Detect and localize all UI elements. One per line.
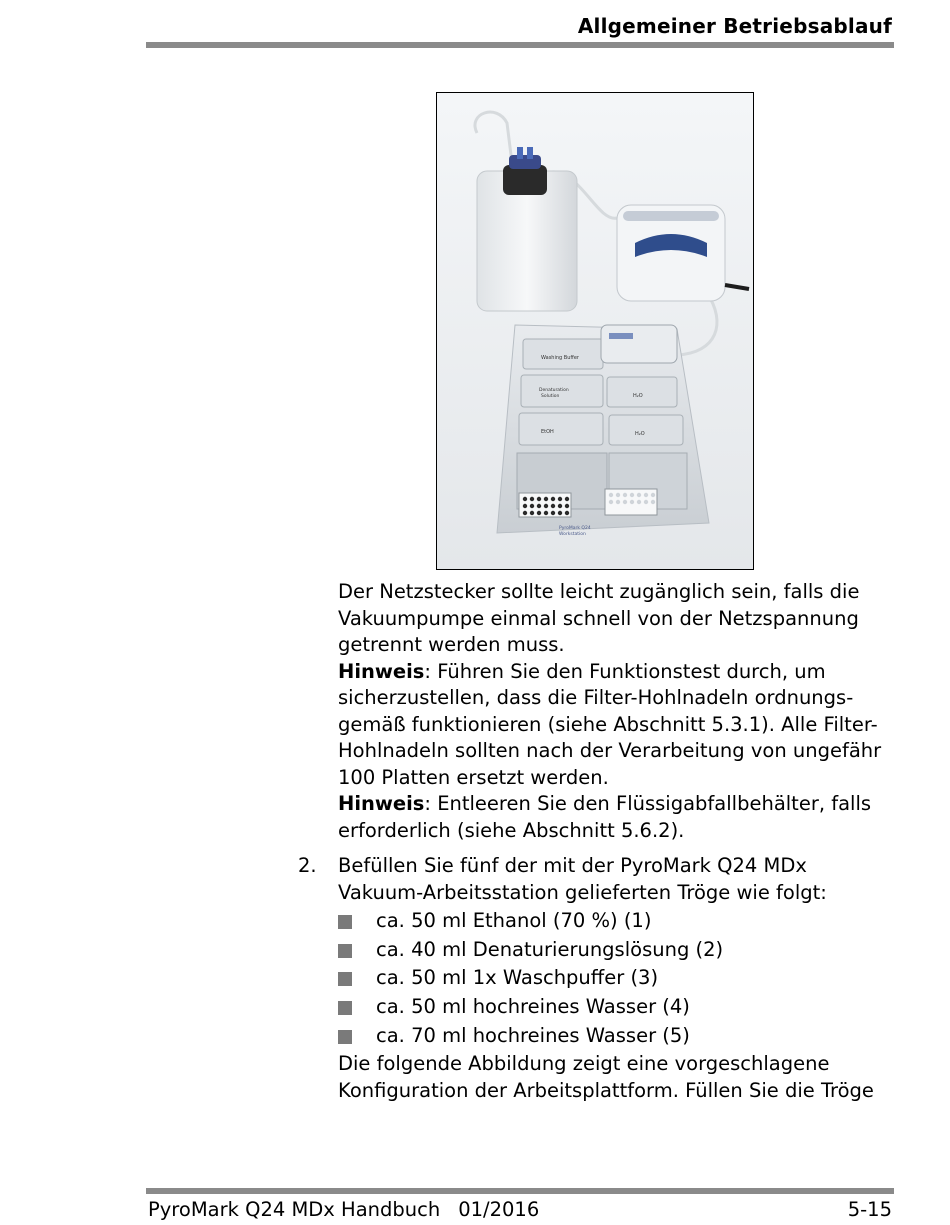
- header-rule: [146, 42, 894, 48]
- footer-manual-title: PyroMark Q24 MDx Handbuch: [148, 1198, 441, 1221]
- bullet-square-icon: [338, 1001, 352, 1015]
- note-waste-container: [338, 791, 898, 844]
- step-number: 2.: [298, 854, 317, 877]
- note-label: Hinweis: [338, 659, 425, 683]
- bullet-square-icon: [338, 944, 352, 958]
- note-function-test: [338, 659, 898, 792]
- footer-page-number: 5-15: [847, 1198, 892, 1221]
- bullet-square-icon: [338, 915, 352, 929]
- step-text: Befüllen Sie fünf der mit der PyroMark Q24 MDx Vakuum-Arbeitsstation gelieferten Tröge wie folgt:: [338, 854, 827, 904]
- workstation-tray: [497, 325, 709, 537]
- list-item: ca. 50 ml 1x Waschpuffer (3): [338, 964, 898, 993]
- bullet-square-icon: [338, 972, 352, 986]
- list-item: ca. 70 ml hochreines Wasser (5): [338, 1022, 898, 1051]
- page-header-title: Allgemeiner Betriebsablauf: [577, 14, 892, 38]
- label-h2o-2: H₂O: [635, 431, 645, 437]
- note-label: Hinweis: [338, 792, 425, 815]
- footer-manual: [148, 1198, 539, 1221]
- label-washing-buffer: Washing Buffer: [541, 355, 579, 361]
- trough-fill-list: [338, 907, 898, 1051]
- label-station-1: PyroMark Q24: [559, 526, 591, 531]
- bullet-square-icon: [338, 1030, 352, 1044]
- note-text: : Führen Sie den Funktionstest durch, um sicherzustellen, dass die Filter-Hohlnadeln ordnungsgemäß funktionieren (siehe Abschnitt 5.3.1). Alle Filter-Hohlnadeln sollten nach der Verarbeitung von ungefähr 100 Platten ersetzt werden.: [338, 659, 882, 789]
- label-h2o-1: H₂O: [633, 393, 643, 399]
- label-denat-2: Solution: [541, 394, 560, 399]
- list-item: ca. 40 ml Denaturierungslösung (2): [338, 936, 898, 965]
- label-denat-1: Denaturation: [539, 388, 569, 393]
- body-paragraphs: [338, 579, 898, 844]
- note-text: : Entleeren Sie den Flüssigabfallbehälter, falls erforderlich (siehe Abschnitt 5.6.2).: [338, 792, 872, 842]
- paragraph-power-plug: Der Netzstecker sollte leicht zugänglich sein, falls die Vakuumpumpe einmal schnell von der Netzspannung getrennt werden muss.: [338, 580, 860, 656]
- list-item: ca. 50 ml Ethanol (70 %) (1): [338, 907, 898, 936]
- list-item: ca. 50 ml hochreines Wasser (4): [338, 993, 898, 1022]
- footer-date: 01/2016: [458, 1198, 540, 1221]
- label-station-2: Workstation: [559, 532, 586, 537]
- label-etoh: EtOH: [541, 429, 554, 435]
- waste-bottle: [477, 147, 577, 311]
- workstation-photo: [436, 92, 754, 570]
- footer-rule: [146, 1188, 894, 1194]
- paragraph-platform-config: Die folgende Abbildung zeigt eine vorgeschlagene Konfiguration der Arbeitsplattform. Füllen Sie die Tröge: [338, 1052, 874, 1102]
